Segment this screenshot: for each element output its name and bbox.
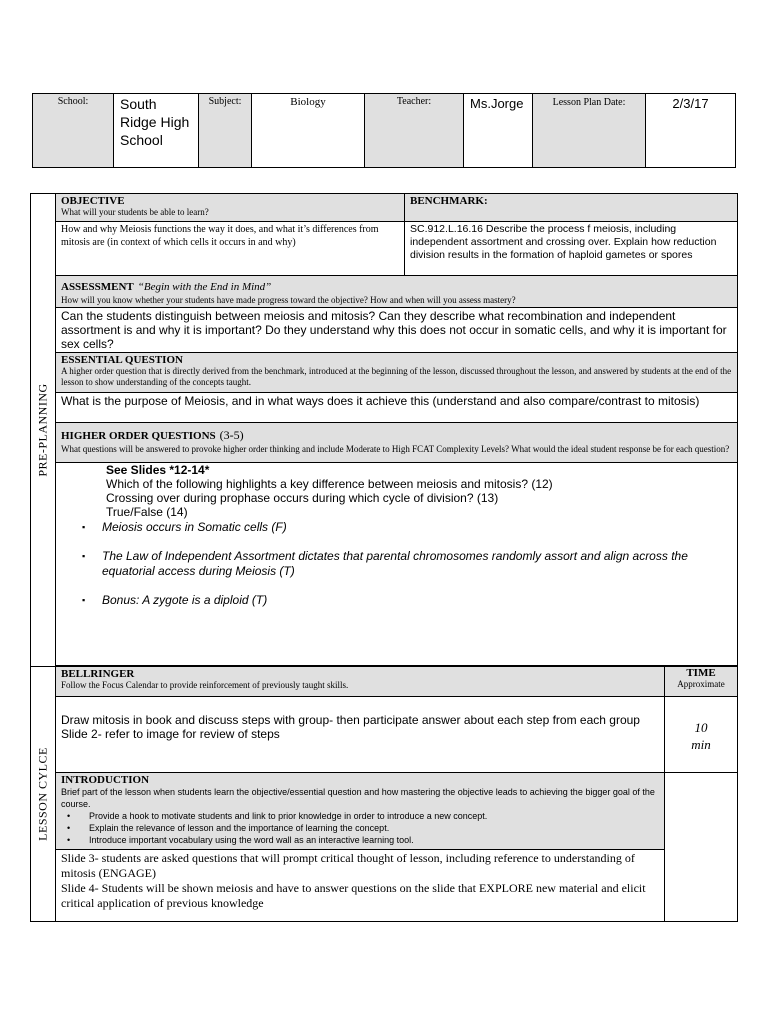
assessment-subtitle: How will you know whether your students have made progress toward the objective? How and when will you assess mastery? — [61, 295, 516, 305]
essential-question-subtitle: A higher order question that is directly derived from the benchmark, introduced at the beginning of the lesson, discussed throughout the lesson, and answered by students at the end of the lesson to show understanding of the concepts taught. — [61, 366, 732, 387]
hoq-title: HIGHER ORDER QUESTIONS — [61, 430, 216, 442]
date-value: 2/3/17 — [646, 94, 736, 168]
hoq-bullet: ▪ Meiosis occurs in Somatic cells (F) — [82, 520, 287, 534]
teacher-value: Ms.Jorge — [464, 94, 533, 168]
bellringer-subtitle: Follow the Focus Calendar to provide reinforcement of previously taught skills. — [61, 680, 349, 690]
lesson-header-table — [32, 93, 736, 168]
hoq-line: True/False (14) — [106, 505, 188, 519]
lesson-plan-table — [30, 193, 738, 922]
hoq-bullet-list — [56, 520, 737, 608]
introduction-header — [56, 773, 665, 850]
lesson-cycle-label: LESSON CYLCE — [35, 747, 50, 841]
introduction-bullet: • Introduce important vocabulary using the word wall as an interactive learning tool. — [67, 835, 414, 845]
assessment-quote: “Begin with the End in Mind” — [137, 281, 272, 293]
pre-planning-side — [31, 194, 56, 667]
objective-cell — [56, 222, 405, 276]
school-value: South Ridge High School — [114, 94, 199, 168]
benchmark-title: BENCHMARK: — [410, 195, 488, 207]
bellringer-body: Draw mitosis in book and discuss steps with group- then participate answer about each step from each group — [61, 713, 640, 727]
essential-question-title: ESSENTIAL QUESTION — [61, 354, 183, 366]
introduction-title: INTRODUCTION — [61, 774, 150, 786]
hoq-line: Which of the following highlights a key difference between meiosis and mitosis? (12) — [106, 477, 553, 491]
hoq-bullet: ▪ The Law of Independent Assortment dictates that parental chromosomes randomly assort and align across the equatorial access during Meiosis (T) — [82, 549, 688, 578]
introduction-body: Slide 3- students are asked questions that will prompt critical thought of lesson, including reference to understanding of mitosis (ENGAGE) — [61, 851, 635, 880]
introduction-body: Slide 4- Students will be shown meiosis and have to answer questions on the slide that EXPLORE new material and elicit critical application of previous knowledge — [61, 881, 646, 910]
essential-question-cell — [56, 393, 738, 423]
essential-question-header — [56, 353, 738, 393]
assessment-header — [56, 276, 738, 308]
square-bullet-icon: ▪ — [82, 595, 86, 605]
pre-planning-label: PRE-PLANNING — [35, 383, 50, 477]
subject-value: Biology — [252, 94, 365, 168]
objective-title: OBJECTIVE — [61, 195, 125, 207]
bellringer-header — [56, 667, 665, 697]
time-header — [665, 667, 738, 697]
date-label: Lesson Plan Date: — [533, 94, 646, 168]
benchmark-cell — [405, 222, 738, 276]
benchmark-header — [405, 194, 738, 222]
introduction-bullet: • Explain the relevance of lesson and the importance of learning the concept. — [67, 823, 390, 833]
introduction-bullet: • Provide a hook to motivate students and link to prior knowledge in order to introduce a new concept. — [67, 811, 488, 821]
objective-subtitle: What will your students be able to learn? — [61, 207, 209, 217]
subject-label: Subject: — [199, 94, 252, 168]
bellringer-time-unit: min — [691, 737, 711, 752]
introduction-cell — [56, 850, 665, 922]
assessment-body: Can the students distinguish between meiosis and mitosis? Can they describe what recombination and independent assortment is and why it is important? Do they understand why this does not occur in somatic cells, and why it is important for sex cells? — [61, 309, 727, 351]
hoq-range: (3-5) — [219, 428, 244, 442]
bellringer-title: BELLRINGER — [61, 668, 135, 680]
time-subtitle: Approximate — [677, 679, 725, 689]
hoq-subtitle: What questions will be answered to provoke higher order thinking and include Moderate to High FCAT Complexity Levels? What would the ideal student response be for each question? — [61, 444, 730, 454]
hoq-bullet: ▪ Bonus: A zygote is a diploid (T) — [82, 593, 268, 607]
school-label: School: — [33, 94, 114, 168]
bellringer-cell — [56, 697, 665, 773]
hoq-slides: See Slides *12-14* — [106, 463, 210, 477]
introduction-time-cell — [665, 773, 738, 922]
square-bullet-icon: ▪ — [82, 522, 86, 532]
hoq-line: Crossing over during prophase occurs during which cycle of division? (13) — [106, 491, 499, 505]
bellringer-time-cell — [665, 697, 738, 773]
time-title: TIME — [686, 667, 716, 679]
square-bullet-icon: ▪ — [82, 551, 86, 561]
introduction-subtitle: Brief part of the lesson when students learn the objective/essential question and how mastering the objective leads to achieving the bigger goal of the course. — [61, 787, 655, 809]
introduction-bullet-list — [61, 810, 659, 846]
essential-question-body: What is the purpose of Meiosis, and in what ways does it achieve this (understand and also compare/contrast to mitosis) — [61, 394, 700, 408]
assessment-cell — [56, 308, 738, 353]
objective-body: How and why Meiosis functions the way it does, and what it’s differences from mitosis are (in context of which cells it occurs in and why) — [61, 224, 379, 248]
objective-header — [56, 194, 405, 222]
teacher-label: Teacher: — [365, 94, 464, 168]
benchmark-body: SC.912.L.16.16 Describe the process f meiosis, including independent assortment and crossing over. Explain how reduction division results in the formation of haploid gametes or spores — [410, 223, 717, 261]
bellringer-time-value: 10 — [694, 720, 708, 735]
hoq-cell — [56, 463, 738, 666]
bellringer-body: Slide 2- refer to image for review of steps — [61, 727, 280, 741]
lesson-cycle-side — [31, 667, 56, 922]
hoq-header — [56, 423, 738, 463]
assessment-title: ASSESSMENT — [61, 281, 134, 293]
